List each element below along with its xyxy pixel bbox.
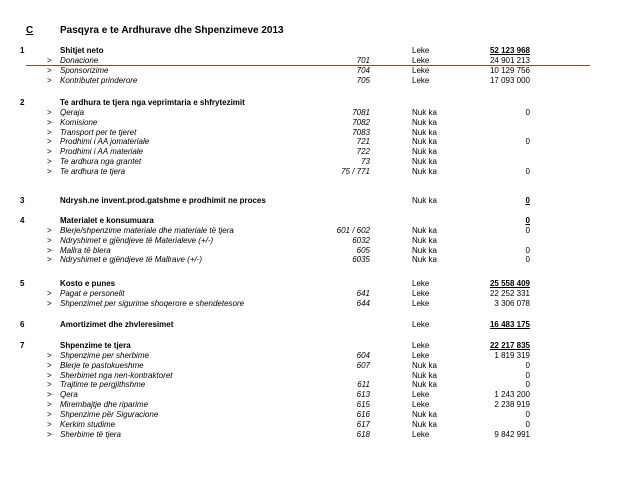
account-code: 616 <box>356 409 370 419</box>
section-title: Materialet e konsumuara <box>60 216 154 225</box>
section-number: 4 <box>20 216 25 225</box>
section-unit: Nuk ka <box>412 196 437 205</box>
row-marker: > <box>47 255 52 265</box>
account-code: 617 <box>356 419 370 429</box>
account-code: 721 <box>356 137 370 147</box>
line-item-unit: Nuk ka <box>412 107 437 117</box>
line-item-unit: Leke <box>412 298 430 308</box>
section-number: 7 <box>20 341 25 350</box>
row-marker: > <box>47 360 52 370</box>
line-item-label: Komisione <box>60 117 98 127</box>
statement-title: Pasqyra e te Ardhurave dhe Shpenzimeve 2013 <box>60 25 284 36</box>
line-item-label: Te ardhura nga grantet <box>60 157 142 167</box>
line-item-value: 0 <box>525 419 530 429</box>
line-item-label: Blerje te pastokueshme <box>60 360 144 370</box>
line-item-unit: Nuk ka <box>412 225 437 235</box>
line-item-unit: Leke <box>412 75 430 85</box>
section-unit: Leke <box>412 341 430 350</box>
line-item-value: 0 <box>525 245 530 255</box>
account-code: 73 <box>361 157 370 167</box>
account-code: 722 <box>356 147 370 157</box>
row-marker: > <box>47 245 52 255</box>
account-code: 704 <box>356 65 370 75</box>
row-marker: > <box>47 157 52 167</box>
line-item-unit: Nuk ka <box>412 245 437 255</box>
line-item-label: Ndryshimet e gjëndjeve të Materialeve (+/-) <box>60 235 214 245</box>
row-marker: > <box>47 390 52 400</box>
line-item-label: Kerkim studime <box>60 419 116 429</box>
line-item-value: 0 <box>525 409 530 419</box>
line-item-label: Sherbimet nga nen-kontraktoret <box>60 370 173 380</box>
line-item-value: 0 <box>525 107 530 117</box>
row-marker: > <box>47 127 52 137</box>
section-title: Shitjet neto <box>60 46 104 55</box>
line-item-label: Blerje/shpenzime materiale dhe materiale të tjera <box>60 225 234 235</box>
line-item-value: 0 <box>525 137 530 147</box>
account-code: 6032 <box>352 235 370 245</box>
account-code: 705 <box>356 75 370 85</box>
line-item-label: Trajtime te pergjithshme <box>60 380 146 390</box>
line-item-unit: Nuk ka <box>412 235 437 245</box>
line-item-value: 1 819 319 <box>494 350 530 360</box>
line-item-label: Shpenzime per sherbime <box>60 350 149 360</box>
section-number: 1 <box>20 46 25 55</box>
line-item-unit: Leke <box>412 429 430 439</box>
section-unit: Leke <box>412 279 430 288</box>
section-title: Te ardhura te tjera nga veprimtaria e shfrytezimit <box>60 98 245 107</box>
row-marker: > <box>47 350 52 360</box>
line-item-label: Shpenzime për Siguracione <box>60 409 159 419</box>
line-item-unit: Nuk ka <box>412 157 437 167</box>
account-code: 7081 <box>352 107 370 117</box>
line-item-value: 0 <box>525 380 530 390</box>
line-item-value: 10 129 756 <box>489 65 530 75</box>
row-marker: > <box>47 429 52 439</box>
row-marker: > <box>47 117 52 127</box>
account-code: 7082 <box>352 117 370 127</box>
line-item-value: 24 901 213 <box>489 55 530 65</box>
line-item-label: Sponsorizime <box>60 65 109 75</box>
line-item-unit: Nuk ka <box>412 137 437 147</box>
line-item-value: 2 238 919 <box>494 400 530 410</box>
line-item-unit: Nuk ka <box>412 380 437 390</box>
line-item-unit: Nuk ka <box>412 409 437 419</box>
section-title: Ndrysh.ne invent.prod.gatshme e prodhimit ne proces <box>60 196 266 205</box>
section-title: Shpenzime te tjera <box>60 341 131 350</box>
row-marker: > <box>47 419 52 429</box>
account-code: 641 <box>356 288 370 298</box>
account-code: 611 <box>357 380 370 390</box>
line-item-unit: Leke <box>412 350 430 360</box>
line-item-label: Te ardhura te tjera <box>60 166 126 176</box>
line-item-label: Prodhimi i AA jomateriale <box>60 137 150 147</box>
line-item-unit: Nuk ka <box>412 166 437 176</box>
line-item-label: Donacione <box>60 55 99 65</box>
row-marker: > <box>47 137 52 147</box>
account-code: 604 <box>356 350 370 360</box>
line-item-unit: Leke <box>412 390 430 400</box>
account-code: 7083 <box>352 127 370 137</box>
row-marker: > <box>47 147 52 157</box>
line-item-unit: Nuk ka <box>412 147 437 157</box>
line-item-label: Mallra të blera <box>60 245 111 255</box>
row-marker: > <box>47 75 52 85</box>
line-item-value: 22 252 331 <box>489 288 530 298</box>
line-item-value: 0 <box>525 255 530 265</box>
row-marker: > <box>47 225 52 235</box>
line-item-value: 1 243 200 <box>494 390 530 400</box>
section-number: 3 <box>20 196 25 205</box>
line-item-label: Pagat e personelit <box>60 288 125 298</box>
line-item-label: Qeraja <box>60 107 85 117</box>
section-number: 6 <box>20 320 25 329</box>
account-code: 701 <box>356 55 370 65</box>
account-code: 644 <box>356 298 370 308</box>
line-item-unit: Leke <box>412 288 430 298</box>
line-item-value: 0 <box>525 370 530 380</box>
section-title: Kosto e punes <box>60 279 116 288</box>
line-item-unit: Leke <box>412 55 430 65</box>
line-item-unit: Nuk ka <box>412 117 437 127</box>
account-code: 6035 <box>352 255 370 265</box>
row-marker: > <box>47 298 52 308</box>
account-code: 615 <box>356 400 370 410</box>
line-item-label: Mirembajtje dhe riparime <box>60 400 149 410</box>
line-item-unit: Nuk ka <box>412 370 437 380</box>
line-item-value: 0 <box>525 225 530 235</box>
account-code: 605 <box>356 245 370 255</box>
section-title: Amortizimet dhe zhvleresimet <box>60 320 174 329</box>
section-total: 0 <box>525 196 530 205</box>
line-item-value: 3 306 078 <box>494 298 530 308</box>
row-marker: > <box>47 107 52 117</box>
section-total: 22 217 835 <box>489 341 530 350</box>
line-item-unit: Nuk ka <box>412 360 437 370</box>
row-marker: > <box>47 166 52 176</box>
row-marker: > <box>47 370 52 380</box>
account-code: 601 / 602 <box>336 225 370 235</box>
line-item-label: Qera <box>60 390 78 400</box>
section-letter: C <box>26 25 34 36</box>
section-total: 0 <box>525 216 530 225</box>
row-marker: > <box>47 380 52 390</box>
line-item-value: 0 <box>525 360 530 370</box>
section-total: 25 558 409 <box>489 279 530 288</box>
section-unit: Leke <box>412 320 430 329</box>
line-item-label: Prodhimi i AA materiale <box>60 147 143 157</box>
line-item-label: Kontributet prinderore <box>60 75 138 85</box>
section-number: 2 <box>20 98 25 107</box>
line-item-value: 17 093 000 <box>489 75 530 85</box>
row-marker: > <box>47 288 52 298</box>
line-item-unit: Nuk ka <box>412 419 437 429</box>
line-item-value: 0 <box>525 166 530 176</box>
line-item-value: 9 842 991 <box>494 429 530 439</box>
account-code: 607 <box>356 360 370 370</box>
section-total: 52 123 968 <box>489 46 530 55</box>
line-item-unit: Nuk ka <box>412 255 437 265</box>
row-marker: > <box>47 409 52 419</box>
account-code: 618 <box>356 429 370 439</box>
row-marker: > <box>47 400 52 410</box>
line-item-unit: Leke <box>412 65 430 75</box>
line-item-label: Ndryshimet e gjëndjeve të Mallrave (+/-) <box>60 255 203 265</box>
line-item-label: Shpenzimet per sigurime shoqerore e shendetesore <box>60 298 245 308</box>
row-marker: > <box>47 65 52 75</box>
line-item-label: Transport per te tjeret <box>60 127 137 137</box>
section-unit: Leke <box>412 46 430 55</box>
section-number: 5 <box>20 279 25 288</box>
row-marker: > <box>47 235 52 245</box>
line-item-unit: Nuk ka <box>412 127 437 137</box>
line-item-label: Sherbime të tjera <box>60 429 121 439</box>
row-marker: > <box>47 55 52 65</box>
account-code: 75 / 771 <box>341 166 370 176</box>
section-total: 16 483 175 <box>489 320 530 329</box>
line-item-unit: Leke <box>412 400 430 410</box>
account-code: 613 <box>356 390 370 400</box>
